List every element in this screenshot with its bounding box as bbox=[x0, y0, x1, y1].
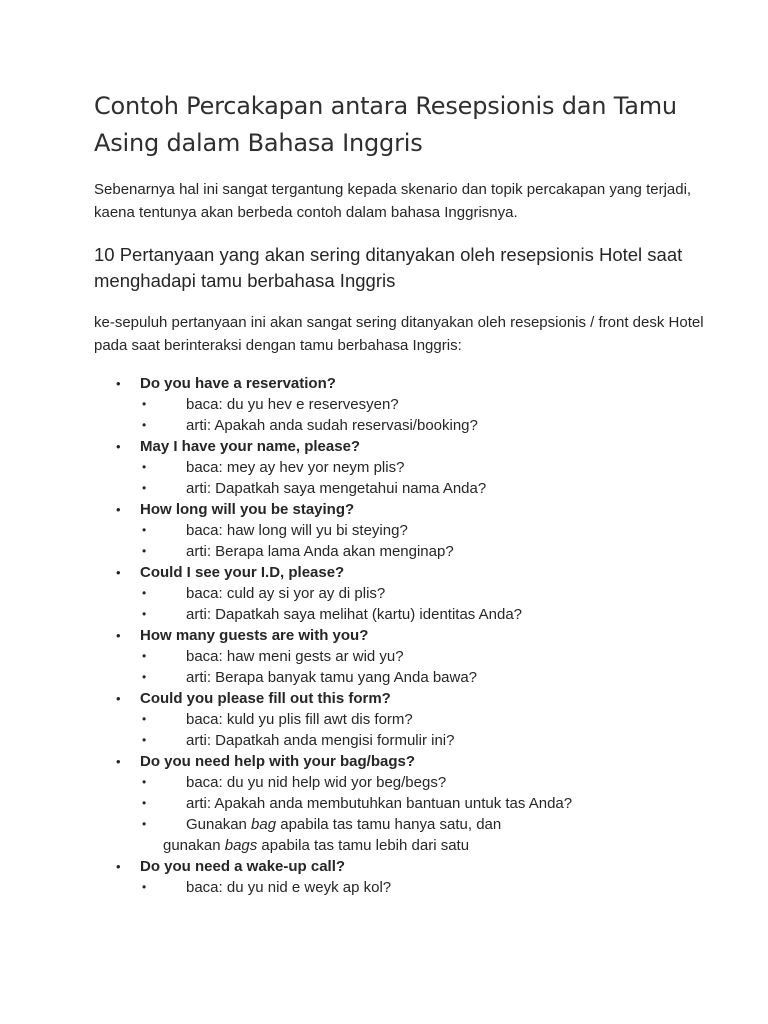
bullet-icon: • bbox=[116, 754, 121, 769]
question-item bbox=[0, 751, 768, 856]
usage-note-word-bags: bags bbox=[224, 837, 258, 854]
question-item bbox=[0, 562, 768, 625]
usage-note-text: apabila tas tamu hanya satu, dan bbox=[276, 816, 502, 833]
meaning-text: arti: Dapatkah saya mengetahui nama Anda? bbox=[186, 480, 487, 497]
question-text: How many guests are with you? bbox=[140, 627, 369, 644]
pronunciation-text: baca: culd ay si yor ay di plis? bbox=[186, 585, 386, 602]
bullet-icon: • bbox=[142, 586, 147, 600]
pronunciation-item bbox=[0, 394, 768, 415]
usage-note-text: Gunakan bbox=[186, 816, 252, 833]
question-text: Could I see your I.D, please? bbox=[140, 564, 345, 581]
pronunciation-item bbox=[0, 583, 768, 604]
pronunciation-item bbox=[0, 457, 768, 478]
bullet-icon: • bbox=[116, 628, 121, 643]
bullet-icon: • bbox=[142, 733, 147, 747]
pronunciation-text: baca: mey ay hev yor neym plis? bbox=[186, 459, 405, 476]
question-text: May I have your name, please? bbox=[140, 438, 361, 455]
question-list bbox=[0, 373, 768, 898]
bullet-icon: • bbox=[142, 775, 147, 789]
meaning-item bbox=[0, 541, 768, 562]
question-item bbox=[0, 436, 768, 499]
bullet-icon: • bbox=[142, 880, 147, 894]
pronunciation-item bbox=[0, 772, 768, 793]
bullet-icon: • bbox=[142, 460, 147, 474]
question-item bbox=[0, 856, 768, 898]
question-text: Could you please fill out this form? bbox=[140, 690, 391, 707]
pronunciation-item bbox=[0, 646, 768, 667]
question-item bbox=[0, 625, 768, 688]
section-description: ke-sepuluh pertanyaan ini akan sangat sering ditanyakan oleh resepsionis / front desk Hotel pada saat berinteraksi dengan tamu berbahasa Inggris: bbox=[94, 314, 704, 354]
usage-note-line-2 bbox=[163, 835, 469, 856]
pronunciation-text: baca: du yu nid help wid yor beg/begs? bbox=[186, 774, 447, 791]
pronunciation-item bbox=[0, 520, 768, 541]
bullet-icon: • bbox=[142, 649, 147, 663]
intro-paragraph: Sebenarnya hal ini sangat tergantung kepada skenario dan topik percakapan yang terjadi, kaena tentunya akan berbeda contoh dalam bahasa Inggrisnya. bbox=[94, 181, 692, 221]
bullet-icon: • bbox=[142, 418, 147, 432]
bullet-icon: • bbox=[142, 796, 147, 810]
meaning-item bbox=[0, 793, 768, 814]
meaning-text: arti: Dapatkah anda mengisi formulir ini? bbox=[186, 732, 455, 749]
question-text: Do you need help with your bag/bags? bbox=[140, 753, 416, 770]
question-text: Do you have a reservation? bbox=[140, 375, 336, 392]
bullet-icon: • bbox=[116, 439, 121, 454]
bullet-icon: • bbox=[116, 376, 121, 391]
question-item bbox=[0, 373, 768, 436]
bullet-icon: • bbox=[116, 691, 121, 706]
question-text: How long will you be staying? bbox=[140, 501, 355, 518]
meaning-text: arti: Berapa banyak tamu yang Anda bawa? bbox=[186, 669, 478, 686]
bullet-icon: • bbox=[142, 607, 147, 621]
meaning-item bbox=[0, 667, 768, 688]
pronunciation-text: baca: haw long will yu bi steying? bbox=[186, 522, 408, 539]
meaning-item bbox=[0, 730, 768, 751]
meaning-text: arti: Apakah anda membutuhkan bantuan untuk tas Anda? bbox=[186, 795, 573, 812]
bullet-icon: • bbox=[142, 544, 147, 558]
pronunciation-text: baca: kuld yu plis fill awt dis form? bbox=[186, 711, 413, 728]
bullet-icon: • bbox=[142, 481, 147, 495]
meaning-text: arti: Dapatkah saya melihat (kartu) identitas Anda? bbox=[186, 606, 523, 623]
section-heading: 10 Pertanyaan yang akan sering ditanyakan oleh resepsionis Hotel saat menghadapi tamu berbahasa Inggris bbox=[94, 244, 683, 291]
usage-note-line-1 bbox=[186, 814, 501, 835]
meaning-item bbox=[0, 415, 768, 436]
bullet-icon: • bbox=[142, 712, 147, 726]
usage-note-item bbox=[0, 814, 768, 856]
usage-note-text: gunakan bbox=[163, 837, 225, 854]
meaning-text: arti: Apakah anda sudah reservasi/booking? bbox=[186, 417, 478, 434]
bullet-icon: • bbox=[142, 670, 147, 684]
bullet-icon: • bbox=[142, 397, 147, 411]
pronunciation-text: baca: du yu nid e weyk ap kol? bbox=[186, 879, 392, 896]
question-text: Do you need a wake-up call? bbox=[140, 858, 346, 875]
meaning-item bbox=[0, 604, 768, 625]
usage-note-text: apabila tas tamu lebih dari satu bbox=[257, 837, 470, 854]
meaning-text: arti: Berapa lama Anda akan menginap? bbox=[186, 543, 454, 560]
bullet-icon: • bbox=[142, 817, 147, 831]
meaning-item bbox=[0, 478, 768, 499]
pronunciation-text: baca: du yu hev e reservesyen? bbox=[186, 396, 399, 413]
bullet-icon: • bbox=[116, 502, 121, 517]
bullet-icon: • bbox=[142, 523, 147, 537]
bullet-icon: • bbox=[116, 565, 121, 580]
usage-note-word-bag: bag bbox=[251, 816, 277, 833]
pronunciation-item bbox=[0, 877, 768, 898]
pronunciation-text: baca: haw meni gests ar wid yu? bbox=[186, 648, 404, 665]
bullet-icon: • bbox=[116, 859, 121, 874]
pronunciation-item bbox=[0, 709, 768, 730]
question-item bbox=[0, 499, 768, 562]
page-title: Contoh Percakapan antara Resepsionis dan Tamu Asing dalam Bahasa Inggris bbox=[94, 92, 677, 157]
question-item bbox=[0, 688, 768, 751]
